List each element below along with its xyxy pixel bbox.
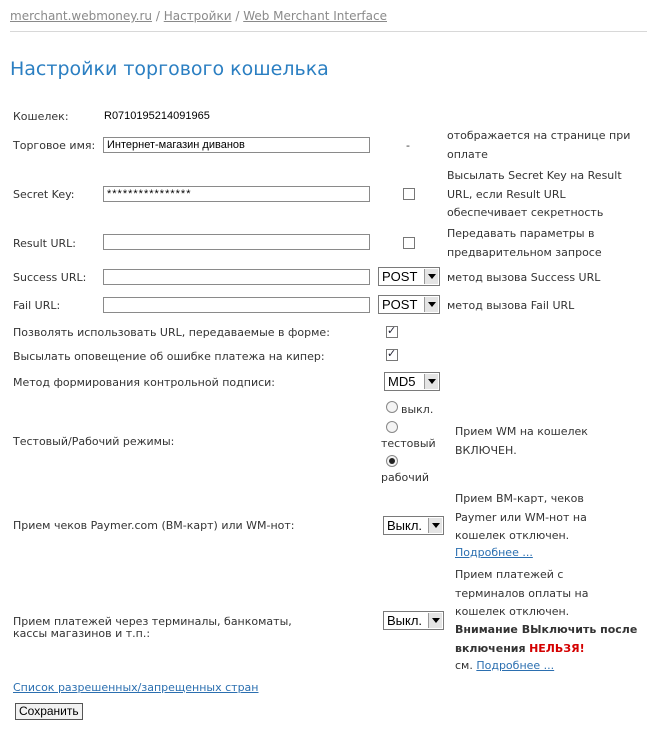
terminals-label-line1: Прием платежей через терминалы, банкоматы,: [13, 615, 292, 628]
breadcrumb-link-settings[interactable]: Настройки: [163, 9, 232, 23]
chevron-down-icon: [428, 518, 442, 533]
allow-form-urls-checkbox[interactable]: [386, 326, 398, 338]
paymer-more-link[interactable]: Подробнее ...: [455, 546, 533, 559]
trade-name-input[interactable]: Интернет-магазин диванов: [103, 137, 370, 153]
result-url-note: Передавать параметры в предварительном запросе: [447, 227, 602, 259]
mode-note: Прием WM на кошелек ВКЛЮЧЕН.: [455, 425, 588, 457]
terminals-note: Прием платежей с терминалов оплаты на кошелек отключен.: [455, 568, 589, 618]
fail-method-select[interactable]: [378, 295, 440, 314]
wallet-value: R071019521409196​5: [104, 110, 210, 122]
success-url-label: Success URL:: [13, 271, 87, 284]
fail-url-note: метод вызова Fail URL: [447, 299, 575, 312]
breadcrumb: [10, 9, 387, 23]
mode-test-radio[interactable]: [386, 421, 398, 433]
terminals-label-line2: кассы магазинов и т.п.:: [13, 627, 151, 640]
chevron-down-icon: [424, 297, 438, 312]
trade-name-note: отображается на странице при оплате: [447, 129, 631, 161]
terminals-warning-text: Внимание ВЫключить после включения: [455, 623, 638, 655]
paymer-note: Прием ВМ-карт, чеков Paymer или WM-нот на кошелек отключен.: [455, 492, 587, 542]
signature-method-select[interactable]: [384, 372, 440, 391]
paymer-select[interactable]: [383, 516, 444, 535]
result-url-label: Result URL:: [13, 237, 77, 250]
error-notify-checkbox[interactable]: [386, 349, 398, 361]
signature-method-value: MD5: [388, 374, 416, 389]
result-url-input[interactable]: [103, 234, 370, 250]
page-title: Настройки торгового кошелька: [10, 58, 329, 80]
signature-method-label: Метод формирования контрольной подписи:: [13, 376, 275, 389]
terminals-see-text: см.: [455, 659, 473, 672]
mode-test-label: тестовый: [381, 437, 436, 450]
breadcrumb-link-wmi[interactable]: Web Merchant Interface: [243, 9, 387, 23]
fail-url-label: Fail URL:: [13, 299, 61, 312]
send-secret-key-checkbox[interactable]: [403, 188, 415, 200]
breadcrumb-separator: /: [235, 9, 240, 23]
chevron-down-icon: [424, 269, 438, 284]
success-method-select[interactable]: [378, 267, 440, 286]
secret-key-input[interactable]: ****************: [103, 186, 370, 202]
terminals-select[interactable]: [383, 611, 444, 630]
success-url-note: метод вызова Success URL: [447, 271, 601, 284]
trade-name-label: Торговое имя:: [13, 139, 96, 152]
paymer-label: Прием чеков Paymer.com (ВМ-карт) или WM-нот:: [13, 519, 295, 532]
success-method-value: POST: [382, 269, 418, 284]
fail-url-input[interactable]: [103, 297, 370, 313]
error-notify-label: Высылать оповещение об ошибке платежа на кипер:: [13, 350, 325, 363]
terminals-warning-excl: !: [579, 641, 585, 655]
fail-method-value: POST: [382, 297, 418, 312]
mode-live-label: рабочий: [381, 471, 430, 484]
prerequest-checkbox[interactable]: [403, 237, 415, 249]
wallet-label: Кошелек:: [13, 110, 69, 123]
mode-label: Тестовый/Рабочий режимы:: [13, 435, 175, 448]
paymer-value: Выкл.: [387, 518, 423, 533]
chevron-down-icon: [424, 374, 438, 389]
divider: [10, 31, 647, 32]
mode-off-label: выкл.: [401, 403, 434, 416]
success-url-input[interactable]: [103, 269, 370, 285]
terminals-warning-red: НЕЛЬЗЯ: [529, 641, 580, 655]
terminals-more-link[interactable]: Подробнее ...: [476, 659, 555, 672]
countries-list-link[interactable]: Список разрешенных/запрещенных стран: [13, 681, 259, 694]
breadcrumb-link-home[interactable]: merchant.webmoney.ru: [10, 9, 153, 23]
secret-key-label: Secret Key:: [13, 188, 75, 201]
terminals-warning: [455, 621, 640, 658]
trade-name-dash: -: [406, 139, 410, 152]
terminals-value: Выкл.: [387, 613, 423, 628]
save-button[interactable]: Сохранить: [15, 703, 83, 720]
breadcrumb-separator: /: [155, 9, 160, 23]
allow-form-urls-label: Позволять использовать URL, передаваемые в форме:: [13, 326, 330, 339]
mode-off-radio[interactable]: [386, 401, 398, 413]
mode-live-radio[interactable]: [386, 455, 398, 467]
terminals-see-line: [455, 659, 554, 672]
chevron-down-icon: [428, 613, 442, 628]
secret-key-note: Высылать Secret Key на Result URL, если Result URL обеспечивает секретность: [447, 169, 622, 219]
